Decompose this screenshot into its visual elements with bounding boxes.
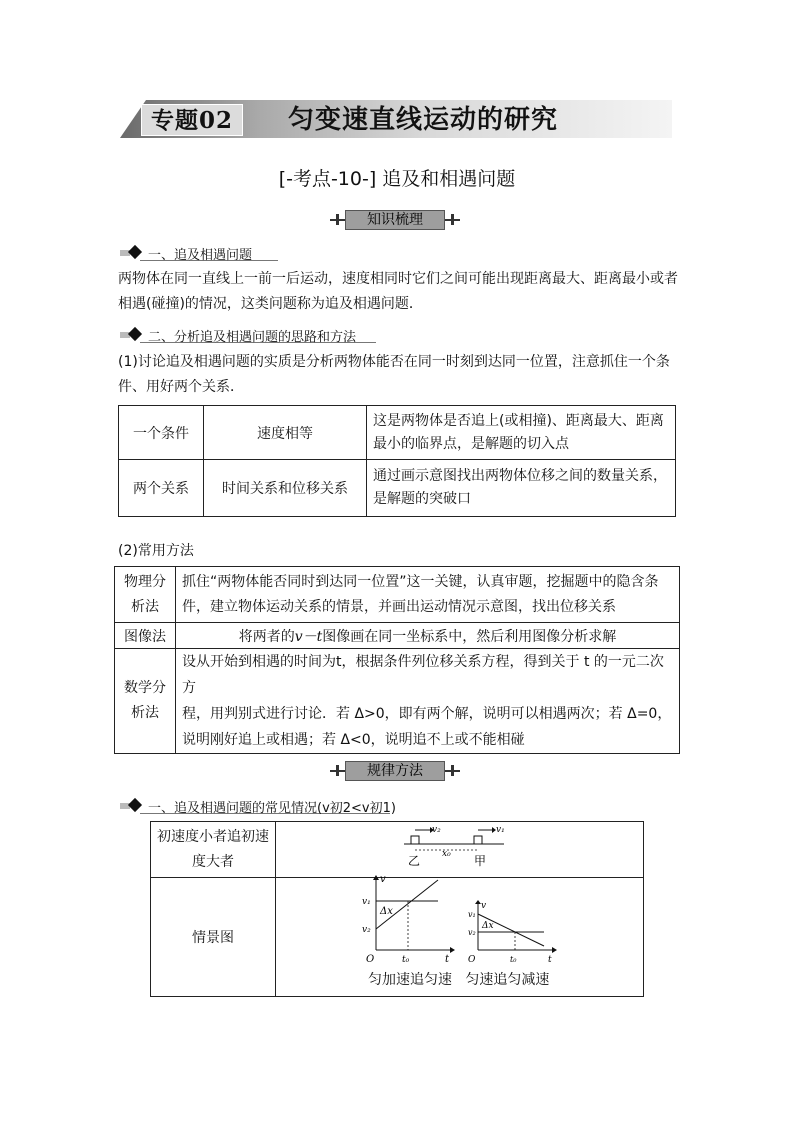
subtitle: [-考点-10-] 追及和相遇问题: [278, 168, 516, 190]
motion-diagram: [400, 822, 510, 868]
table-cell: 两个关系: [119, 460, 204, 517]
svg-text:v₁: v₁: [362, 897, 371, 907]
graph-uniform-accel: [362, 874, 457, 964]
paragraph-1: 两物体在同一直线上一前一后运动，速度相同时它们之间可能出现距离最大、距离最小或者 相遇(碰撞)的情况，这类问题称为追及相遇问题．: [118, 271, 678, 312]
svg-text:v: v: [380, 874, 386, 885]
table-cell: 初速度小者追初速 度大者: [151, 822, 276, 878]
graph-caption: 匀加速追匀速 匀速追匀减速: [368, 972, 550, 988]
page-title: 匀变速直线运动的研究: [288, 105, 559, 135]
topic-label: 专题02: [151, 107, 234, 134]
svg-text:O: O: [468, 955, 476, 965]
table-cell: 物理分 析法: [115, 567, 176, 623]
graph-uniform-decel: [468, 900, 558, 966]
table-cell: 这是两物体是否追上(或相撞)、距离最大、距离 最小的临界点，是解题的切入点: [367, 406, 676, 460]
svg-text:Δx: Δx: [482, 921, 494, 931]
table-cell: 数学分 析法: [115, 649, 176, 754]
svg-text:t₀: t₀: [402, 955, 410, 964]
section-badge-methods: 规律方法: [330, 761, 460, 779]
svg-text:Δx: Δx: [380, 906, 393, 917]
svg-text:O: O: [366, 954, 375, 964]
table-cell: 设从开始到相遇的时间为t，根据条件列位移关系方程，得到关于 t 的一元二次方 程，用判别式进行讨论．若 Δ>0，即有两个解，说明可以相遇两次；若 Δ=0， 说明刚好追上或相遇；若 Δ<0，说明追不上或不能相碰: [176, 649, 680, 754]
svg-text:v₁: v₁: [468, 910, 476, 919]
table-cell: 时间关系和位移关系: [204, 460, 367, 517]
table-cell: 情景图: [151, 878, 276, 997]
svg-text:t₀: t₀: [510, 955, 517, 964]
section-badge-knowledge: 知识梳理: [330, 210, 460, 228]
paragraph-3: (2)常用方法: [118, 543, 194, 559]
v2-label: v₂: [432, 825, 441, 835]
conditions-table: [118, 405, 676, 517]
svg-text:v₂: v₂: [362, 925, 371, 935]
svg-text:t: t: [445, 954, 450, 964]
svg-text:v: v: [481, 901, 487, 911]
diamond-icon: [128, 798, 142, 812]
paragraph-2: (1)讨论追及相遇问题的实质是分析两物体能否在同一时刻到达同一位置，注意抓住一个条 件、用好两个关系．: [118, 354, 670, 395]
table-cell: 一个条件: [119, 406, 204, 460]
subheading-1: 一、追及相遇问题: [118, 244, 278, 262]
subheading-2: 二、分析追及相遇问题的思路和方法: [118, 326, 378, 344]
table-cell: 速度相等: [204, 406, 367, 460]
table-cell: 将两者的v－t图像画在同一坐标系中，然后利用图像分析求解: [176, 623, 680, 649]
car-b-label: 乙: [408, 854, 421, 868]
car-a-label: 甲: [474, 854, 487, 868]
methods-table: [114, 566, 680, 754]
table-cell: 抓住“两物体能否同时到达同一位置”这一关键，认真审题，挖掘题中的隐含条 件，建立物体运动关系的情景，并画出运动情况示意图，找出位移关系: [176, 567, 680, 623]
diamond-icon: [128, 245, 142, 259]
car-b-icon: [411, 836, 419, 844]
table-cell: 通过画示意图找出两物体位移之间的数量关系， 是解题的突破口: [367, 460, 676, 517]
subheading-3: 一、追及相遇问题的常见情况(v初2<v初1): [118, 797, 388, 815]
x0-label: x₀: [442, 849, 451, 859]
diamond-icon: [128, 327, 142, 341]
v1-label: v₁: [496, 825, 505, 835]
car-a-icon: [474, 836, 482, 844]
svg-text:v₂: v₂: [468, 928, 476, 937]
table-cell: 图像法: [115, 623, 176, 649]
svg-text:t: t: [548, 955, 552, 965]
